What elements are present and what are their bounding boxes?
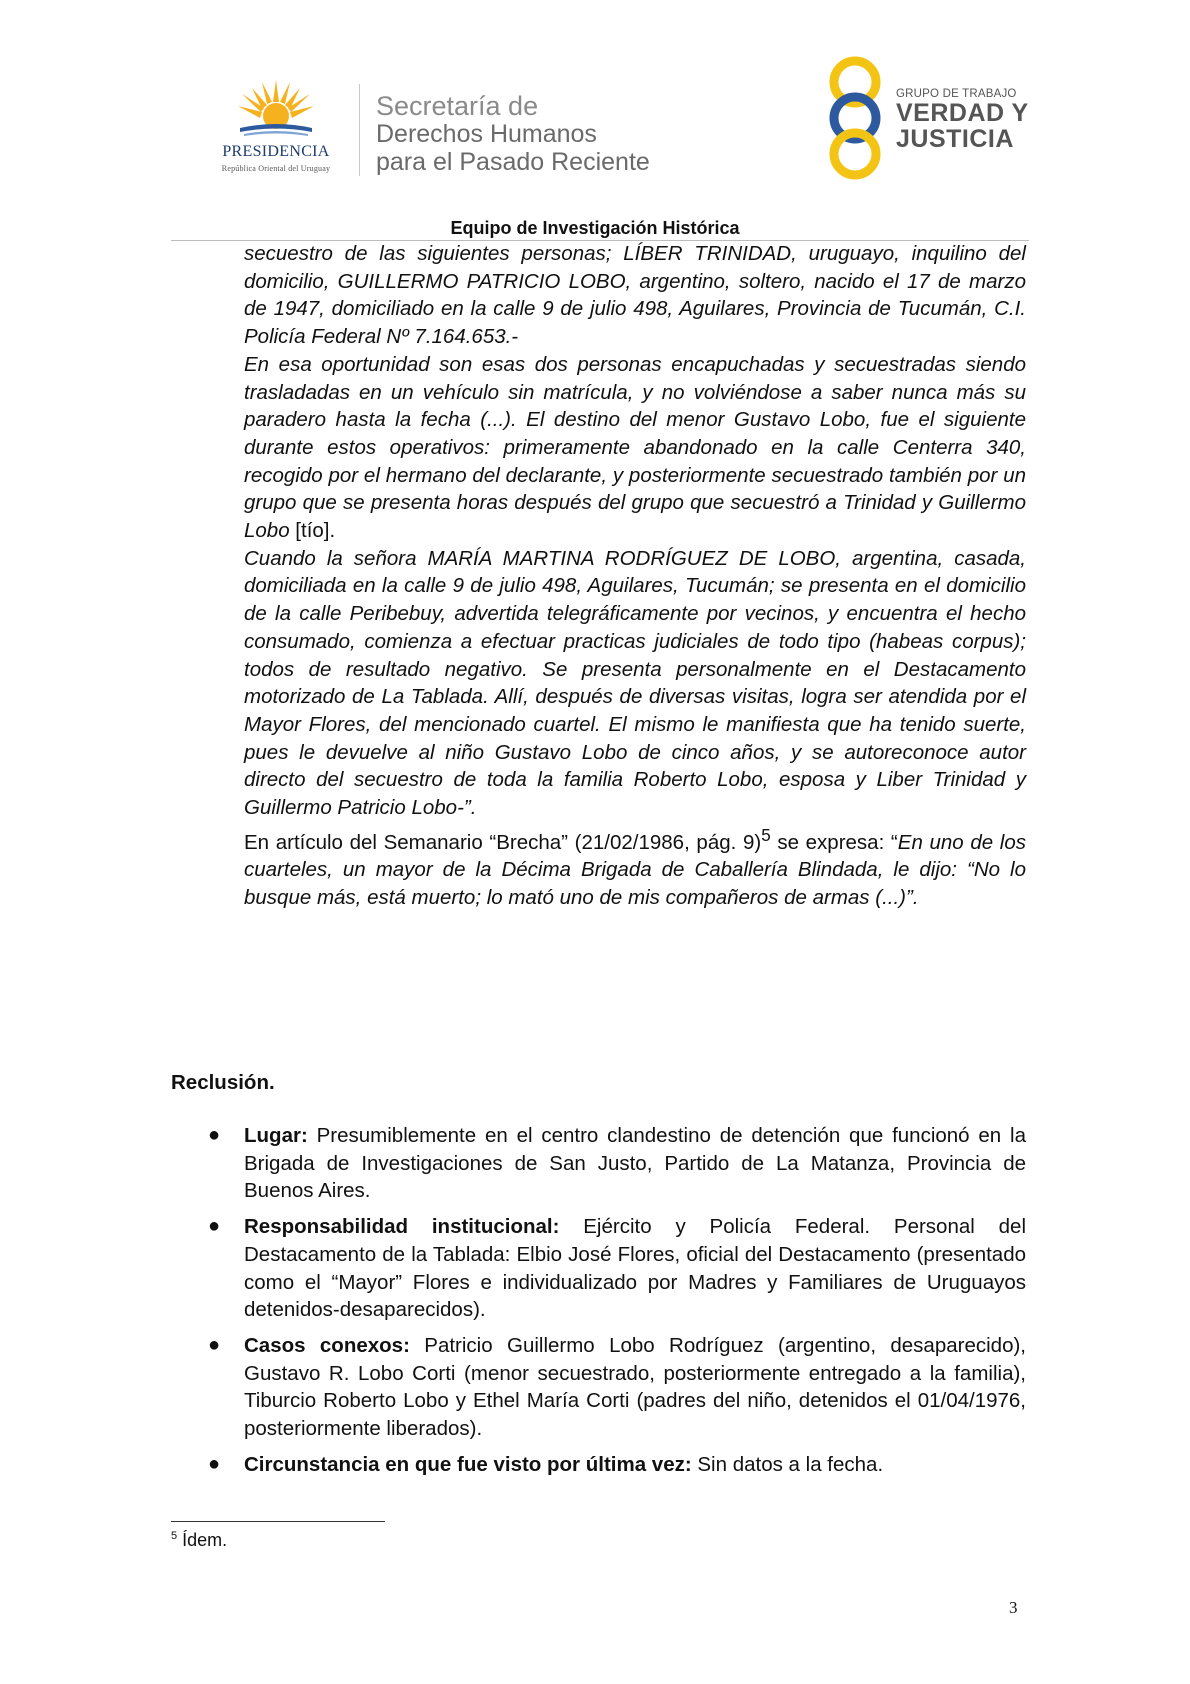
interlocked-rings-icon bbox=[820, 56, 890, 184]
footnote bbox=[171, 1530, 227, 1551]
verdad-justicia-text bbox=[896, 88, 1029, 152]
gtvj-line-2: VERDAD Y bbox=[896, 99, 1029, 127]
bullet-text: Ejército y Policía Federal. Personal del Destacamento de la Tablada: Elbio José Flores, oficial del Destacamento (presentado como el “Mayor” Flores e individualizado por Madres y Familiares de Uruguayos detenidos-desaparecidos). bbox=[244, 1215, 1027, 1322]
presidencia-subtitle: República Oriental del Uruguay bbox=[221, 164, 331, 173]
sun-icon bbox=[234, 78, 318, 140]
bullet-dot-icon: ● bbox=[208, 1452, 221, 1475]
reclusion-heading: Reclusión. bbox=[171, 1071, 275, 1094]
page-number: 3 bbox=[1009, 1598, 1018, 1617]
footnote-rule bbox=[171, 1521, 385, 1522]
bullet-text: Sin datos a la fecha. bbox=[691, 1452, 884, 1476]
bullet-circunstancia bbox=[171, 1451, 1026, 1479]
bullet-dot-icon: ● bbox=[208, 1124, 221, 1146]
gtvj-line-1: GRUPO DE TRABAJO bbox=[896, 88, 1017, 100]
quote-paragraph-2-tail: [tío]. bbox=[289, 519, 336, 543]
page-header bbox=[0, 0, 1190, 240]
secretaria-line-1: Secretaría de bbox=[376, 91, 539, 121]
bullet-label: Lugar: bbox=[244, 1124, 308, 1147]
secretaria-line-2: Derechos Humanos bbox=[376, 120, 597, 148]
logo-divider bbox=[359, 84, 360, 176]
gtvj-line-3: JUSTICIA bbox=[896, 125, 1014, 153]
bullet-text: Patricio Guillermo Lobo Rodríguez (argentino, desaparecido), Gustavo R. Lobo Corti (menor secuestrado, posteriormente entregado a la familia), Tiburcio Roberto Lobo y Ethel María Corti (padres del niño, detenidos el 01/04/1976, posteriormente liberados). bbox=[244, 1333, 1026, 1441]
secretaria-logo-text bbox=[376, 92, 650, 176]
quote-paragraph-4-italic: En uno de los cuarteles, un mayor de la Décima Brigada de Caballería Blindada, le dijo: “No lo busque más, está muerto; lo mató uno de mis compañeros de armas (...)”. bbox=[244, 830, 1026, 909]
bullet-label: Casos conexos: bbox=[244, 1333, 410, 1357]
bullet-label: Circunstancia en que fue visto por última vez: bbox=[244, 1452, 692, 1476]
secretaria-line-3: para el Pasado Reciente bbox=[376, 148, 650, 176]
bullet-label: Responsabilidad institucional: bbox=[244, 1215, 560, 1239]
bullet-responsabilidad bbox=[171, 1213, 1026, 1324]
quote-paragraph-4 bbox=[244, 822, 1026, 912]
testimony-quote bbox=[244, 240, 1026, 912]
quote-paragraph-1: secuestro de las siguientes personas; LÍBER TRINIDAD, uruguayo, inquilino del domicilio, GUILLERMO PATRICIO LOBO, argentino, soltero, nacido el 17 de marzo de 1947, domiciliado en la calle 9 de julio 498, Aguilares, Provincia de Tucumán, C.I. Policía Federal Nº 7.164.653.- bbox=[244, 242, 1026, 349]
presidencia-name: PRESIDENCIA bbox=[222, 143, 330, 160]
bullet-lugar bbox=[171, 1122, 1026, 1205]
quote-paragraph-4-lead: En artículo del Semanario “Brecha” (21/02/1986, pág. 9) bbox=[244, 830, 762, 854]
presidencia-logo bbox=[196, 78, 356, 178]
team-title: Equipo de Investigación Histórica bbox=[450, 218, 740, 238]
bullet-casos-conexos bbox=[171, 1332, 1026, 1443]
footnote-text: Ídem. bbox=[177, 1530, 228, 1550]
bullet-dot-icon: ● bbox=[208, 1333, 221, 1356]
footnote-reference: 5 bbox=[761, 825, 771, 845]
quote-paragraph-2 bbox=[244, 351, 1026, 545]
quote-paragraph-2-italic: En esa oportunidad son esas dos personas encapuchadas y secuestradas siendo trasladadas en un vehículo sin matrícula, y no volviéndose a saber nunca más su paradero hasta la fecha (...). El destino del menor Gustavo Lobo, fue el siguiente durante estos operativos: primeramente abandonado en la calle Centerra 340, recogido por el hermano del declarante, y posteriormente secuestrado también por un grupo que se presenta horas después del grupo que secuestró a Trinidad y Guillermo Lobo bbox=[244, 352, 1026, 543]
footnote-number: 5 bbox=[171, 1530, 178, 1542]
bullet-dot-icon: ● bbox=[208, 1215, 221, 1238]
quote-paragraph-4-tail: se expresa: “ bbox=[770, 830, 898, 854]
verdad-justicia-logo bbox=[820, 56, 1030, 186]
quote-paragraph-3: Cuando la señora MARÍA MARTINA RODRÍGUEZ DE LOBO, argentina, casada, domiciliada en la calle 9 de julio 498, Aguilares, Tucumán; se presenta en el domicilio de la calle Peribebuy, advertida telegráficamente por vecinos, y encuentra el hecho consumado, comienza a efectuar practicas judiciales de todo tipo (habeas corpus); todos de resultado negativo. Se presenta personalmente en el Destacamento motorizado de La Tablada. Allí, después de diversas visitas, logra ser atendida por el Mayor Flores, del mencionado cuartel. El mismo le manifiesta que ha tenido suerte, pues le devuelve al niño Gustavo Lobo de cinco años, y se autoreconoce autor directo del secuestro de toda la familia Roberto Lobo, esposa y Liber Trinidad y Guillermo Patricio Lobo-”. bbox=[244, 546, 1026, 820]
bullet-text: Presumiblemente en el centro clandestino de detención que funcionó en la Brigada de Investigaciones de San Justo, Partido de La Matanza, Provincia de Buenos Aires. bbox=[244, 1124, 1026, 1203]
reclusion-bullet-list bbox=[171, 1122, 1026, 1486]
